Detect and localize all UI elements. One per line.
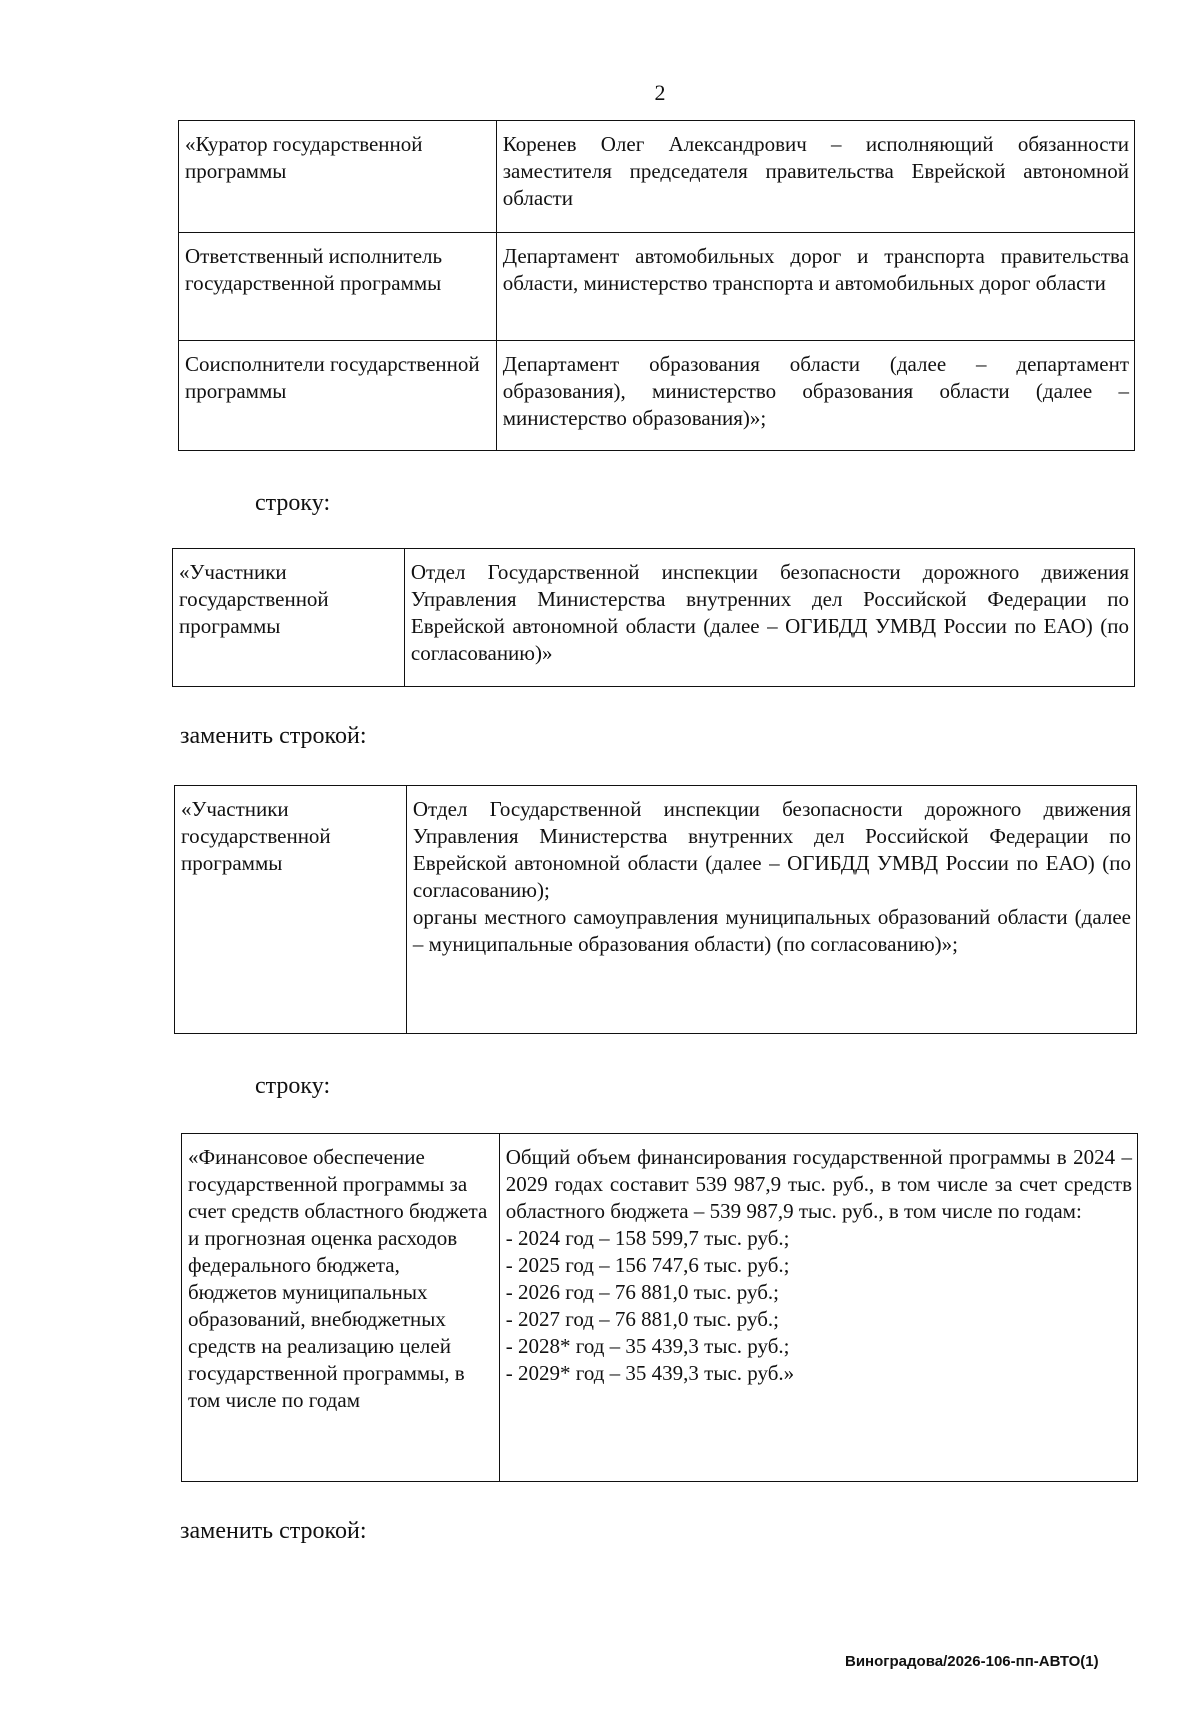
participants-old-table: [172, 548, 1135, 687]
row-label-participants: «Участники государственной программы: [175, 786, 407, 1034]
list-item: - 2027 год – 76 881,0 тыс. руб.;: [505, 1307, 779, 1331]
table-row: [173, 549, 1135, 687]
table-row: [175, 786, 1137, 1034]
participants-text-2: органы местного самоуправления муниципальных образований области (далее – муниципальные образования области) (по согласованию)»;: [412, 905, 1131, 956]
document-footer: Виноградова/2026-106-пп-АВТО(1): [845, 1653, 1099, 1670]
caption-row: строку:: [255, 1073, 331, 1099]
list-item: - 2029* год – 35 439,3 тыс. руб.»: [505, 1361, 795, 1385]
row-value-coexecutors: Департамент образования области (далее – департамент образования), министерство образования области (далее – министерство образования)»;: [496, 341, 1134, 451]
row-value-participants: [406, 786, 1136, 1034]
caption-replace: заменить строкой:: [180, 723, 367, 749]
row-value-participants: Отдел Государственной инспекции безопасности дорожного движения Управления Министерства внутренних дел Российской Федерации по Еврейской автономной области (далее – ОГИБДД УМВД России по ЕАО) (по согласованию)»: [404, 549, 1134, 687]
table-row: [179, 341, 1135, 451]
participants-new-table: [174, 785, 1137, 1034]
row-label-responsible: Ответственный исполнитель государственной программы: [179, 233, 497, 341]
financing-intro: Общий объем финансирования государственной программы в 2024 – 2029 годах составит 539 987,9 тыс. руб., в том числе за счет средств областного бюджета – 539 987,9 тыс. руб., в том числе по годам:: [505, 1145, 1132, 1223]
row-label-coexecutors: Соисполнители государственной программы: [179, 341, 497, 451]
row-value-curator: Коренев Олег Александрович – исполняющий обязанности заместителя председателя правительства Еврейской автономной области: [496, 121, 1134, 233]
table-row: [179, 233, 1135, 341]
table-row: [182, 1134, 1138, 1482]
list-item: - 2024 год – 158 599,7 тыс. руб.;: [505, 1226, 790, 1250]
list-item: - 2026 год – 76 881,0 тыс. руб.;: [505, 1280, 779, 1304]
list-item: - 2028* год – 35 439,3 тыс. руб.;: [505, 1334, 790, 1358]
participants-text-1: Отдел Государственной инспекции безопасности дорожного движения Управления Министерства внутренних дел Российской Федерации по Еврейской автономной области (далее – ОГИБДД УМВД России по ЕАО) (по согласованию);: [412, 797, 1131, 902]
row-label-curator: «Куратор государственной программы: [179, 121, 497, 233]
caption-row: строку:: [255, 490, 331, 516]
list-item: - 2025 год – 156 747,6 тыс. руб.;: [505, 1253, 790, 1277]
financing-years-list: [506, 1225, 1132, 1387]
row-value-financing: [499, 1134, 1137, 1482]
page-number: 2: [654, 80, 666, 105]
table-row: [179, 121, 1135, 233]
program-passport-table: [178, 120, 1135, 451]
row-label-participants: «Участники государственной программы: [173, 549, 405, 687]
row-value-responsible: Департамент автомобильных дорог и транспорта правительства области, министерство транспорта и автомобильных дорог области: [496, 233, 1134, 341]
caption-replace: заменить строкой:: [180, 1518, 367, 1544]
financing-table: [181, 1133, 1138, 1482]
row-label-financing: «Финансовое обеспечение государственной программы за счет средств областного бюджета и прогнозная оценка расходов федерального бюджета, бюджетов муниципальных образований, внебюджетных средств на реализацию целей государственной программы, в том числе по годам: [182, 1134, 500, 1482]
